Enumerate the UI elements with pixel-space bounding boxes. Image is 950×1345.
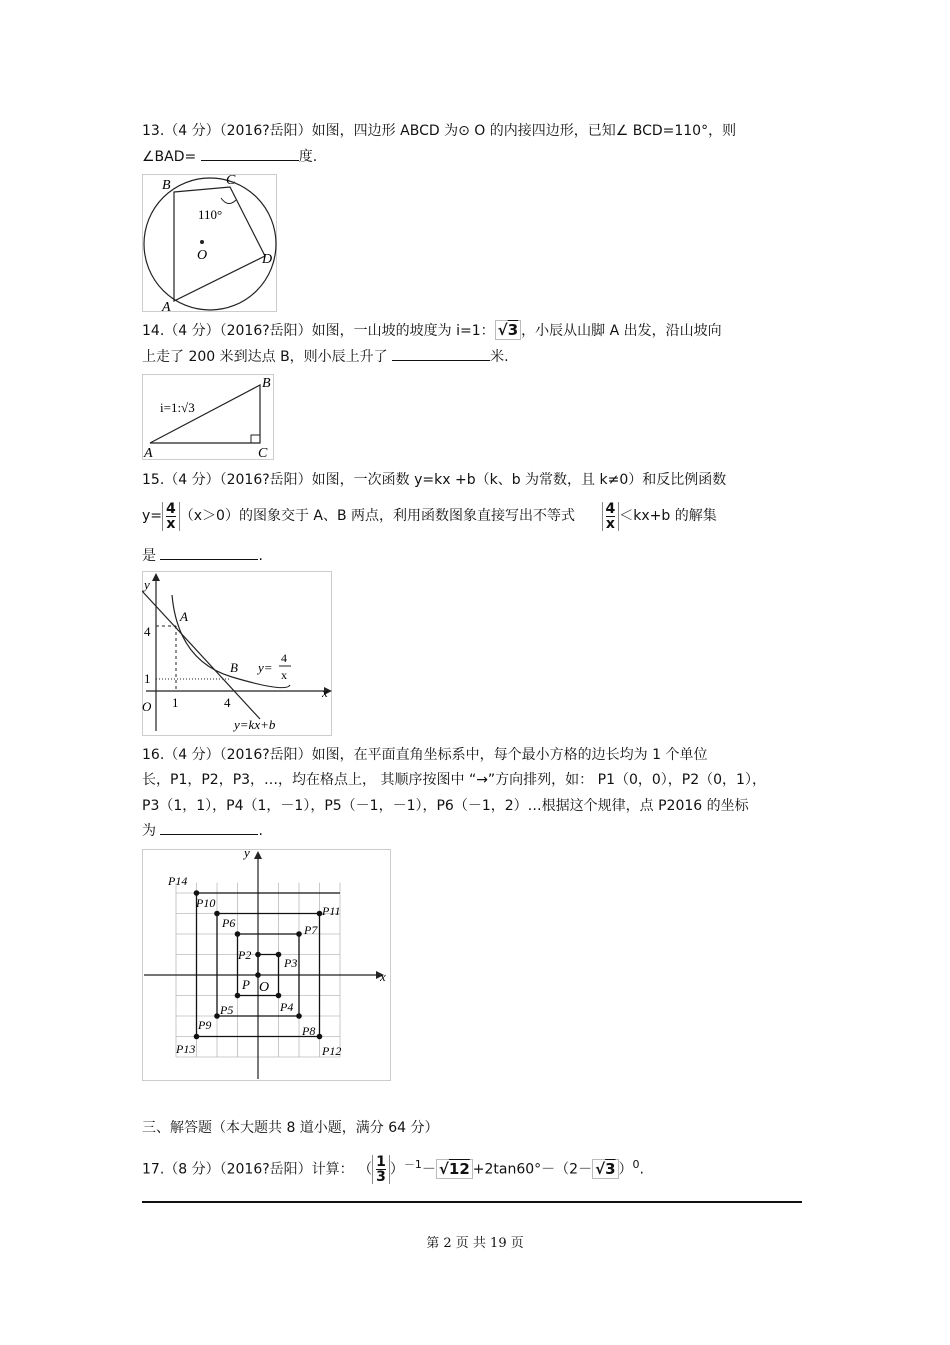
q14-label-C: C	[258, 446, 268, 460]
q14-slope-figure	[142, 374, 274, 460]
q16-line1: 16.（4 分）（2016?岳阳）如图，在平面直角坐标系中，每个最小方格的边长均为 1 个单位	[142, 747, 708, 763]
q17-end: ）	[618, 1161, 633, 1178]
q14-label-B: B	[262, 376, 271, 391]
q17-frac-num: 1	[376, 1154, 386, 1171]
q15-function-graph	[142, 571, 332, 736]
q16-line4-prefix: 为	[142, 823, 156, 839]
q16-lattice-point	[317, 1034, 323, 1040]
q16-label-P11: P11	[322, 904, 341, 918]
q13-quadrilateral	[174, 187, 265, 301]
q16-lattice-point	[276, 952, 282, 958]
q15-label-y: y	[144, 577, 150, 592]
q15-line2	[142, 497, 717, 535]
q15-label-B: B	[230, 660, 238, 675]
q14-line1-suffix: ，小辰从山脚 A 出发，沿山坡向	[521, 323, 722, 339]
q15-line2-suffix: ＜kx+b 的解集	[619, 508, 717, 524]
q13-line2-suffix: 度.	[298, 149, 318, 165]
q15-line	[142, 591, 260, 719]
q13-label-C: C	[226, 174, 236, 188]
q16-spiral-path	[194, 890, 340, 1039]
q17-after-frac: ）	[389, 1161, 404, 1178]
q14-line2	[142, 346, 509, 366]
q15-tick-4y: 4	[144, 624, 151, 639]
q15-answer-blank[interactable]	[160, 545, 258, 560]
q16-label-P3: P3	[284, 956, 298, 970]
q15-frac2-num: 4	[605, 500, 616, 517]
q16-lattice-point	[194, 890, 200, 896]
q14-line1-prefix: 14.（4 分）（2016?岳阳）如图，一山坡的坡度为 i=1：	[142, 323, 495, 339]
q15-line3-prefix: 是	[142, 548, 156, 564]
q17-minus: －	[421, 1161, 436, 1178]
q13-circle-figure	[142, 174, 277, 312]
q15-line-label: y=kx+b	[234, 717, 276, 732]
q16-answer-blank[interactable]	[160, 820, 258, 835]
q16-lattice-point	[214, 1013, 220, 1019]
q16-lattice-point	[235, 931, 241, 937]
q13-label-D: D	[262, 252, 273, 267]
q17-prefix: 17.（8 分）（2016?岳阳）计算： （	[142, 1161, 373, 1178]
q17-line	[142, 1146, 644, 1189]
q13-line2	[142, 146, 317, 166]
q13-angle-arc	[221, 198, 236, 204]
q13-line1: 13.（4 分）（2016?岳阳）如图，四边形 ABCD 为⊙ O 的内接四边形，已知∠ BCD=110°，则	[142, 123, 737, 139]
q13-label-O: O	[197, 248, 208, 263]
q14-answer-blank[interactable]	[392, 346, 490, 361]
q17-mid: +2tan60°－（2－	[472, 1161, 593, 1178]
q16-line3: P3（1，1），P4（1，－1），P5（－1，－1），P6（－1，2）…根据这个规律，点 P2016 的坐标	[142, 798, 749, 814]
q15-line1: 15.（4 分）（2016?岳阳）如图，一次函数 y=kx +b（k、b 为常数，且 k≠0）和反比例函数	[142, 472, 727, 488]
q13-line2-prefix: ∠BAD=	[142, 149, 197, 165]
q15-figure-frame	[143, 572, 332, 736]
q16-label-P1: P	[242, 977, 250, 992]
q16-label-x: x	[380, 969, 386, 984]
q17-sqrt3: √3	[592, 1159, 618, 1179]
q16-lattice-point	[255, 972, 261, 978]
q15-frac-num: 4	[166, 500, 176, 517]
q15-tick-1y: 1	[144, 671, 151, 686]
q16-line2: 长，P1，P2，P3，…，均在格点上， 其顺序按图中 “→”方向排列，如： P1（0，0），P2（0，1），	[142, 772, 766, 788]
q14-right-angle-mark	[251, 435, 260, 443]
q15-frac2-den: x	[605, 515, 615, 532]
q15-line3-suffix: .	[258, 548, 263, 564]
q14-line2-prefix: 上走了 200 米到达点 B，则小辰上升了	[142, 349, 388, 365]
q17-exponent-0: 0	[632, 1158, 640, 1171]
q15-line2-mid: （x＞0）的图象交于 A、B 两点，利用函数图象直接写出不等式	[179, 508, 576, 524]
q16-label-P2: P2	[238, 948, 252, 962]
q16-label-P5: P5	[220, 1003, 234, 1017]
section3-heading: 三、解答题（本大题共 8 道小题，满分 64 分）	[142, 1120, 439, 1136]
q16-lattice-point	[296, 1013, 302, 1019]
q13-answer-blank[interactable]	[201, 146, 299, 161]
q16-label-O: O	[259, 980, 270, 995]
q16-label-P13: P13	[176, 1042, 196, 1056]
q14-figure-frame	[143, 375, 274, 460]
q14-label-A: A	[144, 446, 153, 460]
page-footer: 第 2 页 共 19 页	[426, 1236, 524, 1251]
q16-label-P10: P10	[196, 896, 216, 910]
q17-sqrt12: √12	[436, 1159, 473, 1179]
q16-lattice-figure	[142, 849, 391, 1081]
q13-label-angle: 110°	[198, 207, 223, 222]
q16-label-P8: P8	[302, 1024, 316, 1038]
q16-label-P9: P9	[198, 1018, 212, 1032]
q15-tick-4x: 4	[224, 695, 231, 710]
q15-label-O: O	[142, 699, 152, 714]
q14-line1	[142, 321, 722, 340]
q16-lattice-point	[296, 931, 302, 937]
q15-fraction-4-over-x-2	[602, 502, 620, 531]
q13-center-dot	[200, 240, 204, 244]
q15-curve-label: y=	[258, 660, 273, 675]
q15-tick-1x: 1	[172, 695, 179, 710]
q14-line2-suffix: 米.	[490, 349, 509, 365]
q15-fraction-4-over-x	[162, 502, 180, 531]
q16-lattice-point	[214, 911, 220, 917]
q16-y-arrow	[254, 851, 262, 859]
q16-label-P6: P6	[222, 916, 236, 930]
q16-label-y: y	[244, 849, 250, 860]
q15-curve-den: x	[281, 668, 287, 682]
q15-frac-den: x	[166, 515, 176, 532]
q16-label-P12: P12	[322, 1044, 342, 1058]
q16-lattice-point	[276, 993, 282, 999]
q15-label-A: A	[180, 609, 188, 624]
q17-period: .	[639, 1161, 644, 1178]
q16-line4	[142, 820, 263, 840]
q14-sqrt3: √3	[495, 320, 521, 340]
footer-rule	[142, 1201, 802, 1203]
q16-line4-suffix: .	[258, 823, 263, 839]
q17-exponent: －1	[403, 1158, 422, 1171]
q14-sqrt3-radicand: 3	[507, 321, 519, 339]
q13-circle	[144, 178, 276, 310]
q16-label-P7: P7	[304, 923, 318, 937]
q13-label-B: B	[162, 178, 171, 193]
q15-y-eq: y=	[142, 508, 163, 524]
q17-sqrt12-radicand: 12	[448, 1159, 470, 1178]
q17-frac-den: 3	[376, 1169, 386, 1186]
q16-lattice-point	[255, 952, 261, 958]
q17-fraction-1-3	[372, 1155, 390, 1184]
q16-lattice-point	[235, 993, 241, 999]
q16-label-P4: P4	[280, 1000, 294, 1014]
q14-label-slope: i=1:√3	[160, 400, 195, 415]
q13-label-A: A	[162, 300, 171, 312]
q15-line3	[142, 545, 263, 565]
q16-label-P14: P14	[168, 874, 188, 888]
q17-sqrt3-radicand: 3	[605, 1159, 616, 1178]
q16-lattice-point	[194, 1034, 200, 1040]
q15-label-x: x	[322, 685, 328, 700]
q15-curve-num: 4	[281, 651, 287, 665]
q15-y-arrow	[152, 573, 160, 581]
